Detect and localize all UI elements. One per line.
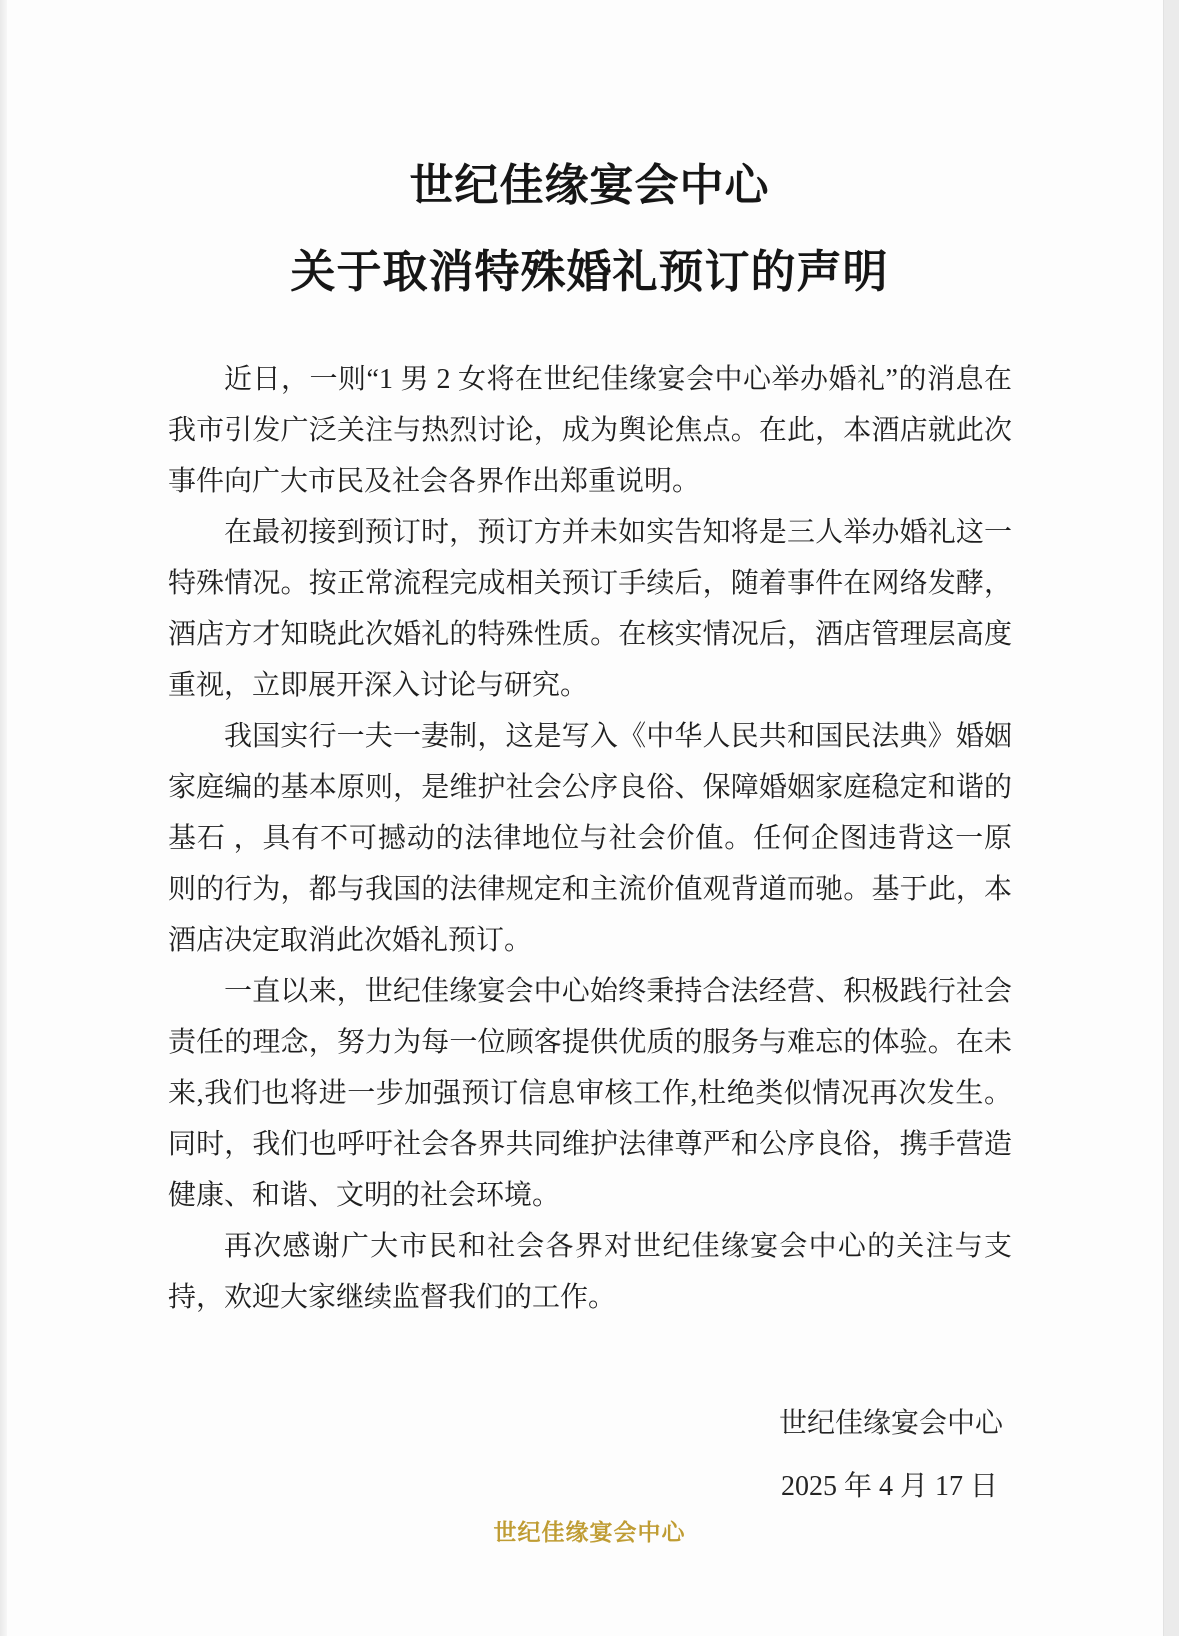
statement-paragraph: 我国实行一夫一妻制，这是写入《中华人民共和国民法典》婚姻家庭编的基本原则，是维护社会公序良俗、保障婚姻家庭稳定和谐的基石 ，具有不可撼动的法律地位与社会价值。任何企图违背这一原则的行为，都与我国的法律规定和主流价值观背道而驰。基于此，本酒店决定取消此次婚礼预订。: [168, 721, 1012, 956]
statement-paragraph: 一直以来，世纪佳缘宴会中心始终秉持合法经营、积极践行社会责任的理念，努力为每一位顾客提供优质的服务与难忘的体验。在未来,我们也将进一步加强预订信息审核工作,杜绝类似情况再次发生。同时，我们也呼吁社会各界共同维护法律尊严和公序良俗，携手营造健康、和谐、文明的社会环境。: [168, 976, 1012, 1211]
statement-paragraph: 近日，一则“1 男 2 女将在世纪佳缘宴会中心举办婚礼”的消息在我市引发广泛关注与热烈讨论，成为舆论焦点。在此，本酒店就此次事件向广大市民及社会各界作出郑重说明。: [168, 364, 1012, 497]
statement-body: [168, 354, 1012, 1323]
statement-paragraph: 在最初接到预订时，预订方并未如实告知将是三人举办婚礼这一特殊情况。按正常流程完成相关预订手续后，随着事件在网络发酵，酒店方才知晓此次婚礼的特殊性质。在核实情况后，酒店管理层高度重视，立即展开深入讨论与研究。: [168, 517, 1012, 701]
footer-watermark: 世纪佳缘宴会中心: [493, 1520, 686, 1545]
statement-paragraph: 再次感谢广大市民和社会各界对世纪佳缘宴会中心的关注与支持，欢迎大家继续监督我们的工作。: [168, 1231, 1012, 1313]
date-line: 2025 年 4 月 17 日: [780, 1471, 998, 1502]
document-title: 世纪佳缘宴会中心: [409, 161, 770, 210]
signature-line: 世纪佳缘宴会中心: [778, 1408, 1003, 1439]
document-subtitle: 关于取消特殊婚礼预订的声明: [290, 247, 889, 297]
